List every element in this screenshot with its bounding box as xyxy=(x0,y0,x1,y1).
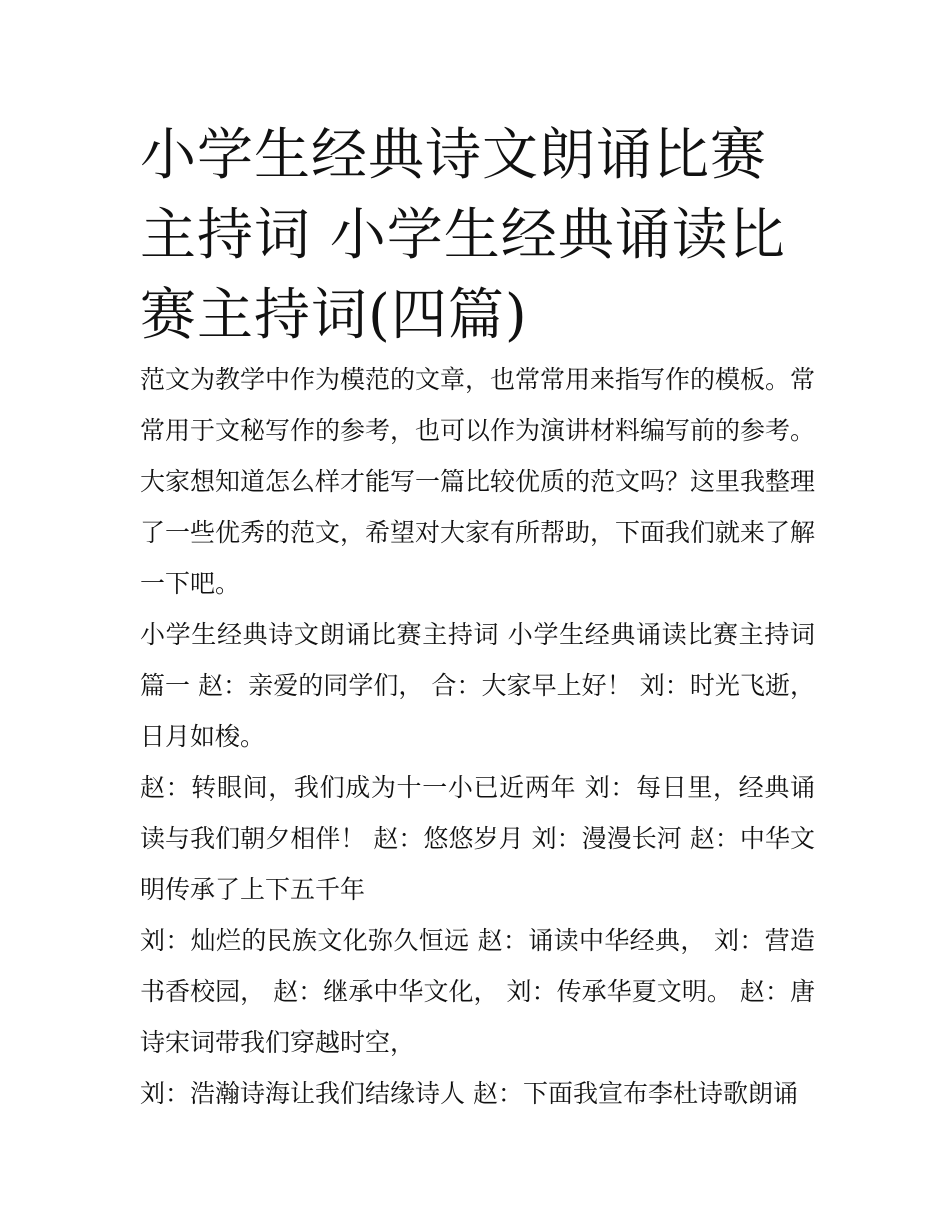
paragraph-dialogue-1: 赵：转眼间，我们成为十一小已近两年 刘：每日里，经典诵读与我们朝夕相伴！ 赵：悠悠岁月 刘：漫漫长河 赵：中华文明传承了上下五千年 xyxy=(140,773,815,904)
document-body xyxy=(140,354,815,1119)
paragraph-dialogue-2: 刘：灿烂的民族文化弥久恒远 赵：诵读中华经典， 刘：营造书香校园， 赵：继承中华文化， 刘：传承华夏文明。 赵：唐诗宋词带我们穿越时空， xyxy=(140,926,815,1057)
paragraph-opening: 小学生经典诗文朗诵比赛主持词 小学生经典诵读比赛主持词篇一 赵：亲爱的同学们， 合：大家早上好！ 刘：时光飞逝，日月如梭。 xyxy=(140,620,815,751)
paragraph-intro: 范文为教学中作为模范的文章，也常常用来指写作的模板。常常用于文秘写作的参考，也可以作为演讲材料编写前的参考。大家想知道怎么样才能写一篇比较优质的范文吗？这里我整理了一些优秀的范文，希望对大家有所帮助，下面我们就来了解一下吧。 xyxy=(140,365,816,598)
document-title: 小学生经典诗文朗诵比赛主持词 小学生经典诵读比赛主持词(四篇) xyxy=(140,123,786,348)
paragraph-dialogue-3: 刘：浩瀚诗海让我们结缘诗人 赵：下面我宣布李杜诗歌朗诵 xyxy=(140,1079,798,1108)
